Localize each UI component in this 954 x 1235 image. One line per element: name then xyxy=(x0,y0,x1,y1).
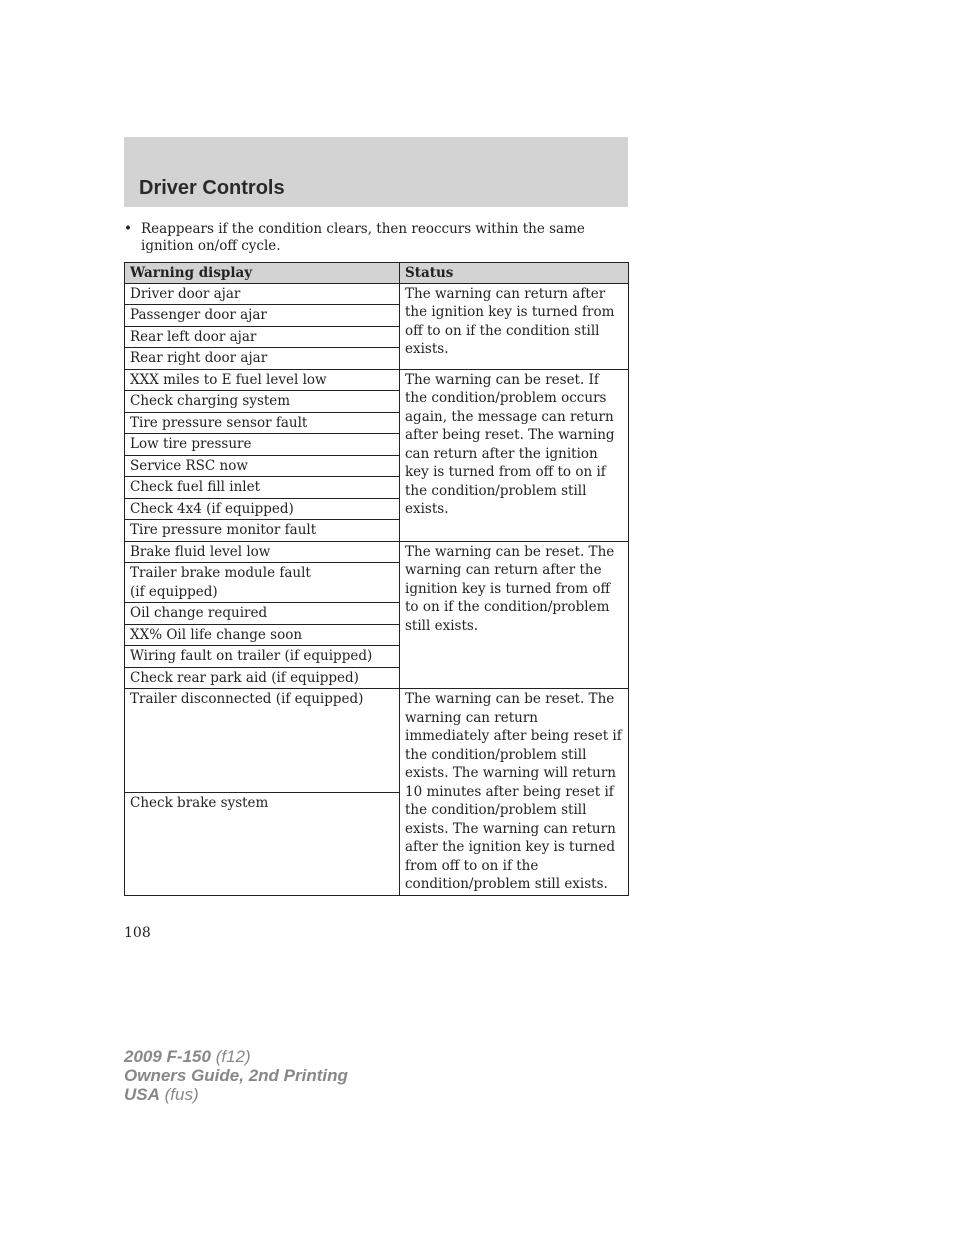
bullet-text: Reappears if the condition clears, then reoccurs within the same ignition on/off cycle. xyxy=(141,221,585,254)
document-footer xyxy=(124,1047,348,1104)
footer-line-2: Owners Guide, 2nd Printing xyxy=(124,1066,348,1085)
footer-model-code: (f12) xyxy=(215,1047,251,1066)
footer-line-1 xyxy=(124,1047,348,1066)
warning-display-cell: Check fuel fill inlet xyxy=(125,477,400,499)
status-cell: The warning can return after the ignition key is turned from off to on if the condition still exists. xyxy=(400,283,629,369)
warning-display-text: Trailer brake module fault (if equipped) xyxy=(130,565,311,600)
warning-display-cell: Trailer disconnected (if equipped) xyxy=(125,689,400,793)
bullet-symbol: • xyxy=(124,221,132,237)
table-row xyxy=(125,689,629,793)
table-row xyxy=(125,541,629,563)
warning-display-cell: Check rear park aid (if equipped) xyxy=(125,667,400,689)
table-row xyxy=(125,283,629,305)
status-cell: The warning can be reset. The warning can return immediately after being reset if the condition/problem still exists. The warning will return 10 minutes after being reset if the condition/problem still exists. The warning can return after the ignition key is turned from off to on if the condition/problem still exists. xyxy=(400,689,629,896)
warning-display-cell: Service RSC now xyxy=(125,455,400,477)
warning-display-cell: Check charging system xyxy=(125,391,400,413)
page-number: 108 xyxy=(124,925,151,941)
table-header-row xyxy=(125,263,629,284)
warning-display-cell: Check 4x4 (if equipped) xyxy=(125,498,400,520)
warning-display-cell: Rear left door ajar xyxy=(125,326,400,348)
section-title: Driver Controls xyxy=(139,177,285,199)
warning-display-cell: Tire pressure monitor fault xyxy=(125,520,400,542)
warning-table xyxy=(124,262,629,896)
warning-display-cell: Oil change required xyxy=(125,603,400,625)
header-warning-display: Warning display xyxy=(125,263,400,284)
footer-line-3 xyxy=(124,1085,348,1104)
warning-display-cell: Driver door ajar xyxy=(125,283,400,305)
section-header xyxy=(124,137,628,207)
header-status: Status xyxy=(400,263,629,284)
warning-display-cell: Tire pressure sensor fault xyxy=(125,412,400,434)
footer-model: 2009 F-150 xyxy=(124,1047,211,1066)
bullet-item xyxy=(124,221,628,254)
warning-display-cell: XXX miles to E fuel level low xyxy=(125,369,400,391)
footer-market: USA xyxy=(124,1085,160,1104)
warning-display-cell: Passenger door ajar xyxy=(125,305,400,327)
warning-display-cell: Low tire pressure xyxy=(125,434,400,456)
warning-display-cell: Rear right door ajar xyxy=(125,348,400,370)
warning-display-cell: Check brake system xyxy=(125,793,400,896)
warning-display-cell: Brake fluid level low xyxy=(125,541,400,563)
warning-display-cell: XX% Oil life change soon xyxy=(125,624,400,646)
status-cell: The warning can be reset. The warning can return after the ignition key is turned from off to on if the condition/problem still exists. xyxy=(400,541,629,689)
footer-market-code: (fus) xyxy=(164,1085,199,1104)
table-row xyxy=(125,369,629,391)
warning-display-cell: Wiring fault on trailer (if equipped) xyxy=(125,646,400,668)
warning-display-cell xyxy=(125,563,400,603)
status-cell: The warning can be reset. If the condition/problem occurs again, the message can return after being reset. The warning can return after the ignition key is turned from off to on if the condition/problem still exists. xyxy=(400,369,629,541)
